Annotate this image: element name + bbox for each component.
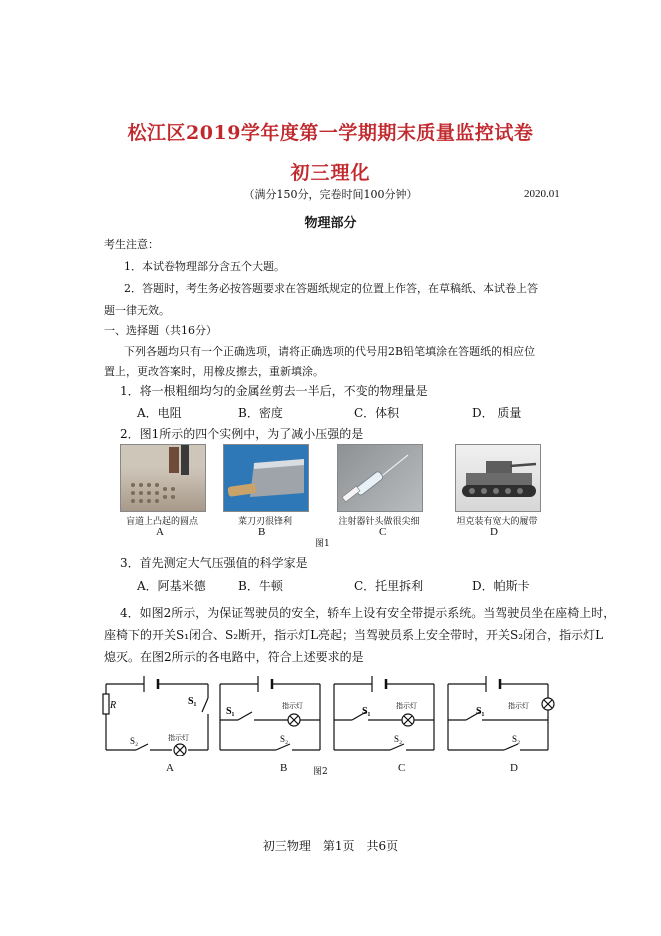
circuit-c-letter: C <box>398 762 406 774</box>
image-caption-d: 坦克装有宽大的履带 <box>456 517 538 527</box>
circuit-a-lamp-label: 指示灯 <box>168 734 189 742</box>
circuit-b-letter: B <box>280 762 288 774</box>
q4-stem-line-1: 4．如图2所示，为保证驾驶员的安全，轿车上设有安全带提示系统。当驾驶员坐在座椅上时， <box>120 606 616 620</box>
image-caption-b: 菜刀刃很锋利 <box>237 517 292 527</box>
notice-item-1: 1．本试卷物理部分含五个大题。 <box>124 260 285 273</box>
exam-date: 2020.01 <box>524 188 560 200</box>
circuit-b-s1-label: S₁ <box>226 706 235 717</box>
q1-option-d: D． 质量 <box>472 406 522 420</box>
figure-1-label: 图1 <box>315 539 330 549</box>
image-letter-b: B <box>258 526 266 538</box>
tactile-paving-photo <box>120 444 206 512</box>
q3-option-d: D．帕斯卡 <box>472 579 530 593</box>
circuit-b-diagram <box>214 664 326 756</box>
circuit-c-diagram <box>328 664 440 756</box>
q1-option-b: B．密度 <box>238 406 283 420</box>
notice-item-2: 2．答题时，考生务必按答题要求在答题纸规定的位置上作答，在草稿纸、本试卷上答 <box>124 282 538 295</box>
notice-heading: 考生注意： <box>104 238 159 251</box>
circuit-d-s2-label: S₂ <box>512 734 521 744</box>
tank-photo <box>455 444 541 512</box>
syringe-photo <box>337 444 423 512</box>
circuit-a-s2-label: S₂ <box>130 736 139 746</box>
image-letter-a: A <box>156 526 164 538</box>
kitchen-knife-photo <box>223 444 309 512</box>
q3-stem: 3．首先测定大气压强值的科学家是 <box>120 556 308 570</box>
circuit-d-lamp-label: 指示灯 <box>508 702 529 710</box>
circuit-b-s2-label: S₂ <box>280 734 289 744</box>
image-letter-d: D <box>490 526 498 538</box>
q1-stem: 1．将一根粗细均匀的金属丝剪去一半后，不变的物理量是 <box>120 384 428 398</box>
circuit-b-lamp-label: 指示灯 <box>282 702 303 710</box>
part1-instruction-2: 置上，更改答案时，用橡皮擦去，重新填涂。 <box>104 365 324 378</box>
notice-item-2-cont: 题一律无效。 <box>104 304 170 317</box>
image-caption-a: 盲道上凸起的圆点 <box>125 517 198 527</box>
part1-instruction-1: 下列各题均只有一个正确选项，请将正确选项的代号用2B铅笔填涂在答题纸的相应位 <box>124 345 536 358</box>
figure-2-label: 图2 <box>313 767 328 777</box>
page-footer: 初三物理 第1页 共6页 <box>262 839 399 853</box>
circuit-d-letter: D <box>510 762 518 774</box>
q1-option-c: C．体积 <box>354 406 400 420</box>
q3-option-b: B．牛顿 <box>238 579 283 593</box>
circuit-d-diagram <box>442 664 556 756</box>
circuit-a-s1-label: S₁ <box>188 696 197 707</box>
image-caption-c: 注射器针头做很尖细 <box>338 517 420 527</box>
q1-option-a: A．电阻 <box>137 406 182 420</box>
q2-stem: 2．图1所示的四个实例中，为了减小压强的是 <box>120 427 364 441</box>
score-info: （满分150分，完卷时间100分钟） <box>243 188 418 201</box>
exam-subtitle: 初三理化 <box>290 162 371 184</box>
circuit-a-letter: A <box>166 762 174 774</box>
section-title: 物理部分 <box>304 216 357 231</box>
circuit-c-s2-label: S₂ <box>394 734 403 744</box>
circuit-a-r-label: R <box>110 700 117 711</box>
part1-heading: 一、选择题（共16分） <box>104 324 217 337</box>
exam-title: 松江区2019学年度第一学期期末质量监控试卷 <box>127 122 534 144</box>
circuit-c-s1-label: S₁ <box>362 706 371 717</box>
image-letter-c: C <box>379 526 387 538</box>
q3-option-c: C．托里拆利 <box>354 579 424 593</box>
circuit-a-diagram <box>100 664 212 756</box>
circuit-d-s1-label: S₁ <box>476 706 485 717</box>
q4-stem-line-3: 熄灭。在图2所示的各电路中，符合上述要求的是 <box>104 650 364 664</box>
q4-stem-line-2: 座椅下的开关S₁闭合、S₂断开，指示灯L亮起；当驾驶员系上安全带时，开关S₂闭合，指示灯L <box>104 628 604 642</box>
circuit-c-lamp-label: 指示灯 <box>396 702 417 710</box>
q3-option-a: A．阿基米德 <box>137 579 206 593</box>
